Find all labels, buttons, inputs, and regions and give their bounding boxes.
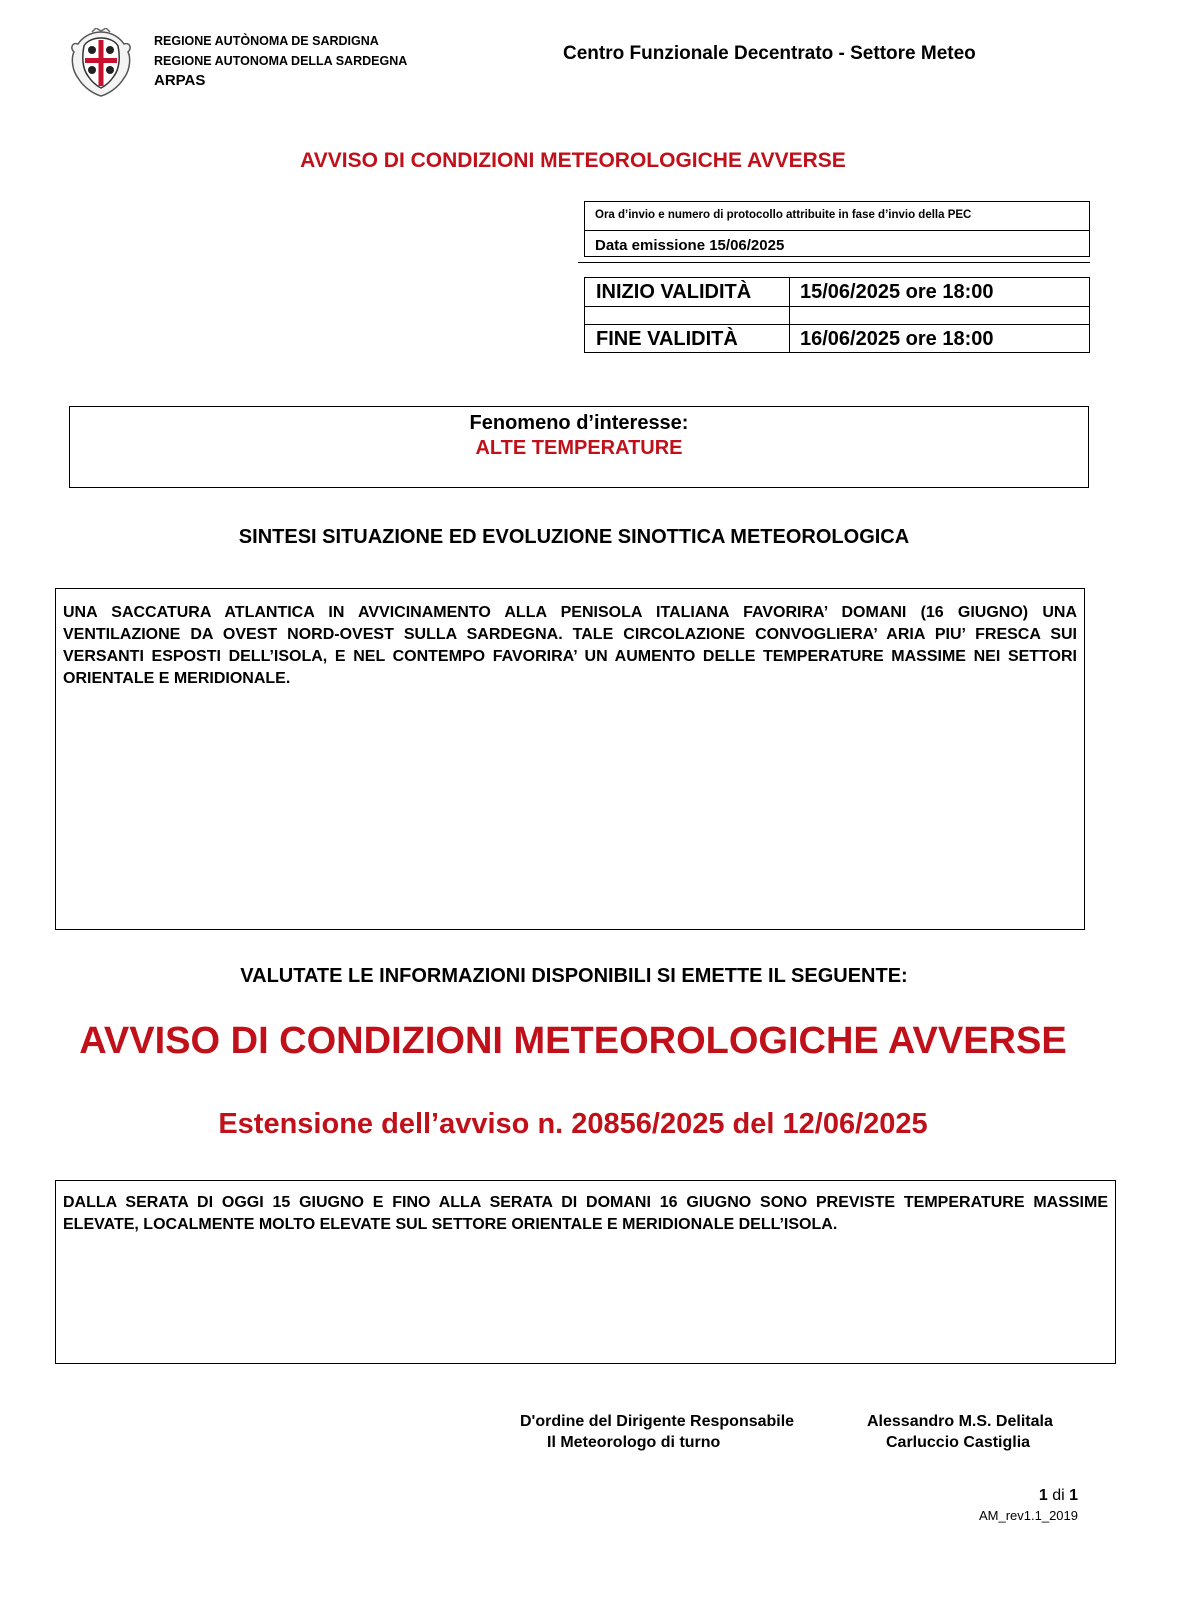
region-name-sardinian: REGIONE AUTÒNOMA DE SARDIGNA bbox=[154, 34, 379, 48]
page-current: 1 bbox=[1038, 1487, 1048, 1504]
protocol-note: Ora d’invio e numero di protocollo attribuite in fase d’invio della PEC bbox=[595, 209, 972, 221]
validity-table bbox=[584, 277, 1090, 353]
signature-order-line1: D'ordine del Dirigente Responsabile bbox=[520, 1413, 795, 1430]
region-crest-icon bbox=[68, 28, 134, 98]
page-number bbox=[1039, 1487, 1078, 1505]
signature-name2: Carluccio Castiglia bbox=[886, 1434, 1031, 1451]
extension-line: Estensione dell’avviso n. 20856/2025 del 12/06/2025 bbox=[218, 1108, 928, 1140]
emission-date: Data emissione 15/06/2025 bbox=[595, 237, 785, 254]
phenomenon-label: Fenomeno d’interesse: bbox=[469, 412, 689, 434]
forecast-text: DALLA SERATA DI OGGI 15 GIUGNO E FINO ALLA SERATA DI DOMANI 16 GIUGNO SONO PREVISTE TEMPERATURE MASSIME ELEVATE, LOCALMENTE MOLTO ELEVATE SUL SETTORE ORIENTALE E MERIDIONALE DELL’ISOLA. bbox=[63, 1194, 1108, 1233]
synopsis-heading: SINTESI SITUAZIONE ED EVOLUZIONE SINOTTICA METEOROLOGICA bbox=[238, 526, 910, 548]
center-title: Centro Funzionale Decentrato - Settore Meteo bbox=[563, 43, 976, 64]
evaluation-line: VALUTATE LE INFORMAZIONI DISPONIBILI SI EMETTE IL SEGUENTE: bbox=[240, 965, 908, 987]
document-title: AVVISO DI CONDIZIONI METEOROLOGICHE AVVERSE bbox=[300, 149, 846, 172]
synopsis-text: UNA SACCATURA ATLANTICA IN AVVICINAMENTO ALLA PENISOLA ITALIANA FAVORIRA’ DOMANI (16 GIUGNO) UNA VENTILAZIONE DA OVEST NORD-OVEST SULLA SARDEGNA. TALE CIRCOLAZIONE CONVOGLIERA’ ARIA PIU’ FRESCA SUI VERSANTI ESPOSTI DELL’ISOLA, E NEL CONTEMPO FAVORIRA’ UN AUMENTO DELLE TEMPERATURE MASSIME NEI SETTORI ORIENTALE E MERIDIONALE. bbox=[63, 604, 1077, 687]
region-name-italian: REGIONE AUTONOMA DELLA SARDEGNA bbox=[154, 54, 408, 68]
divider-line bbox=[578, 262, 1090, 263]
validity-end-label: FINE VALIDITÀ bbox=[596, 328, 738, 350]
synopsis-box bbox=[55, 588, 1085, 930]
validity-start-value: 15/06/2025 ore 18:00 bbox=[800, 281, 994, 303]
validity-start-label: INIZIO VALIDITÀ bbox=[596, 281, 752, 303]
phenomenon-box bbox=[69, 406, 1089, 488]
validity-end-value: 16/06/2025 ore 18:00 bbox=[800, 328, 994, 350]
forecast-box bbox=[55, 1180, 1116, 1364]
page-total: 1 bbox=[1069, 1487, 1078, 1504]
signature-name1: Alessandro M.S. Delitala bbox=[867, 1413, 1053, 1430]
agency-name: ARPAS bbox=[154, 72, 206, 89]
page-separator: di bbox=[1052, 1487, 1065, 1504]
protocol-info-box bbox=[584, 201, 1090, 257]
signature-order-line2: Il Meteorologo di turno bbox=[547, 1434, 721, 1451]
revision-code: AM_rev1.1_2019 bbox=[978, 1508, 1078, 1523]
phenomenon-value: ALTE TEMPERATURE bbox=[475, 437, 683, 459]
warning-title: AVVISO DI CONDIZIONI METEOROLOGICHE AVVERSE bbox=[79, 1020, 1067, 1062]
